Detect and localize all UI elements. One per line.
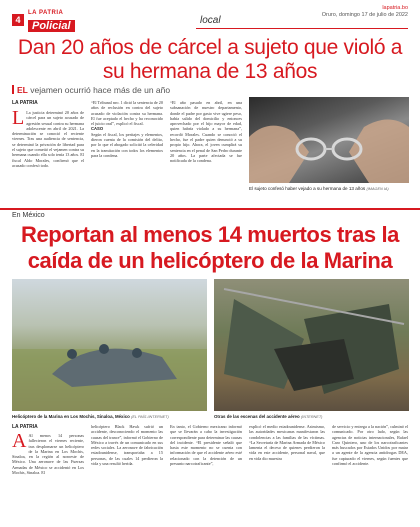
wreckage-illustration: [214, 279, 409, 411]
section-divider: [0, 208, 420, 210]
helicopter-field-photo: [12, 279, 207, 411]
story2-photo1-caption: [12, 414, 210, 419]
story1-col2b-text: Según el fiscal, los peritajes y elementos, dieron cuenta de la comisión del delito, por lo que el abogado solicitó la celeridad en la tramitación con todos los elementos para la condena.: [91, 131, 163, 158]
story2-kicker: LA PATRIA: [12, 424, 38, 430]
story1-column-3: [170, 100, 242, 206]
story1-column-1: [12, 110, 84, 206]
dropcap: L: [12, 110, 25, 129]
story2-column-3: [170, 424, 242, 527]
wreckage-photo: [214, 279, 409, 411]
story2-col2-text: helicóptero Black Hawk sufrió un accidente, desconociendo el momento las causas del trance”, informó el Gobierno de México a través de un comunicado en sus redes sociales. La aeronave de fabricación estadounidense, transportaba a 15 personas, de las cuales 14 perdieron la vida y una resultó herida.: [91, 424, 163, 467]
story2-column-2: [91, 424, 163, 527]
header-date-block: [322, 5, 408, 19]
subhead-text: vejamen ocurrió hace más de un año: [30, 85, 171, 95]
section-brand: Policial: [28, 20, 75, 32]
photo1-caption-text: Helicóptero de la Marina en Los Mochis, Sinaloa, México: [12, 414, 130, 419]
story2-column-5: [332, 424, 408, 527]
handcuffs-illustration: [249, 97, 409, 183]
story2-section-label: En México: [12, 212, 45, 219]
dropcap: A: [12, 433, 27, 452]
story2-column-4: [249, 424, 325, 527]
story1-col1-text: La justicia determinó 20 años de cárcel para un sujeto acusado de agresión sexual contra su hermana adolescente en abril de 2021. La determinación se conoció el reciente viernes. Tras una audiencia de sentencia, se determinó la privación de libertad para el sujeto que cometió el vejamen contra su hermana cuando ella solo tenía 13 años. El fiscal Aldo Morales, confirmó que el acusado confesó todo.: [12, 110, 84, 168]
story2-col4-text: explicó el medio estadounidense. Asimismo, las autoridades mexicanas manifestaron las condolencias a las familias de las víctimas. “La Secretaría de Marina Armada de México lamenta el deceso de quienes perdieron la vida en este accidente, personal naval, que en vida dio muestra: [249, 424, 325, 461]
brand-name: LA PATRIA: [28, 10, 64, 16]
subhead-bar: [12, 85, 14, 94]
issue-date: Oruro, domingo 17 de julio de 2022: [321, 12, 408, 18]
story1-subhead: [12, 85, 312, 95]
story1-col2-label: CASO: [91, 126, 104, 132]
header-rule: [196, 28, 408, 29]
story1-col3-text: “El año pasado en abril, en una subsanación de nuestro departamento, donde el padre por gasto vive ugiere peso, había salido del domicilio y entonces aprovechado por el hijo mayor de edad, quien habría violado a su hermana”, recordó Morales. Cuando se conoció el hecho, fue el padre quien denunció a su propio hijo. Ahora, el joven cumplirá su sentencia en el penal de San Pedro durante 20 años. La parte afectada se fue notificada de la condena.: [170, 100, 242, 164]
story1-column-2: [91, 100, 163, 206]
handcuffs-photo: [249, 97, 409, 183]
story1-kicker: LA PATRIA: [12, 100, 38, 106]
helicopter-field-illustration: [12, 279, 207, 411]
story2-col3-text: En tanto, el Gobierno mexicano informó que se llevarán a cabo la investigación correspondiente para determinar las causas del incidente. “El presidente señaló que hasta este momento no se cuenta con información de que el accidente aéreo esté relacionado con la detención de un presunto narcotraficante”,: [170, 424, 242, 467]
photo2-caption-text: Otras de las escenas del accidente aéreo: [214, 414, 300, 419]
story2-headline: Reportan al menos 14 muertos tras la caída de un helicóptero de la Marina: [20, 222, 400, 273]
story1-headline: Dan 20 años de cárcel a sujeto que violó a su hermana de 13 años: [17, 36, 403, 83]
photo-credit: (IMAGEN IA): [366, 187, 389, 191]
photo1-credit: (EL PAÍS /INTERNET): [131, 415, 169, 419]
story2-col1-text: Al menos 14 personas fallecieron el viernes reciente, tras desplomarse un helicóptero de la Marina en Los Mochis, Sinaloa, en la región al noroeste de México. Una aeronave de las Fuerzas Armadas de México se accidentó en Los Mochis, Sinaloa. El: [12, 433, 84, 476]
photo2-credit: (INTERNET): [300, 415, 323, 419]
story1-col2-text: “El Tribunal nro. 1 dictó la sentencia de 20 años de reclusión en contra del sujeto acusado de violación contra su hermana. El fue aceptado el hecho y ha reconocido el juicio oral”, explicó el fiscal.: [91, 100, 163, 127]
page-number: 4: [12, 14, 24, 26]
subhead-lead: EL: [17, 85, 28, 95]
site-url[interactable]: lapatria.bo: [382, 5, 408, 11]
story2-photo2-caption: [214, 414, 412, 419]
page-header: [0, 0, 420, 32]
story1-photo-caption: [249, 186, 414, 192]
story2-column-1: [12, 433, 84, 527]
newspaper-brand: [28, 10, 98, 34]
story2-col5-text: de servicio y entrega a la nación”, culminó el comunicado. Por otro lado, según las agencias de noticias internacionales, Rafael Caro Quintero, uno de los narcotraficantes más buscados por Estados Unidos por matar a un agente de la agencia antidrogas DEA, fue capturado el viernes, según fuentes que confirmó el accidente.: [332, 424, 408, 467]
photo-caption-text: El sujeto confesó haber vejado a su hermana de 13 años: [249, 186, 366, 191]
section-label: local: [200, 15, 221, 26]
